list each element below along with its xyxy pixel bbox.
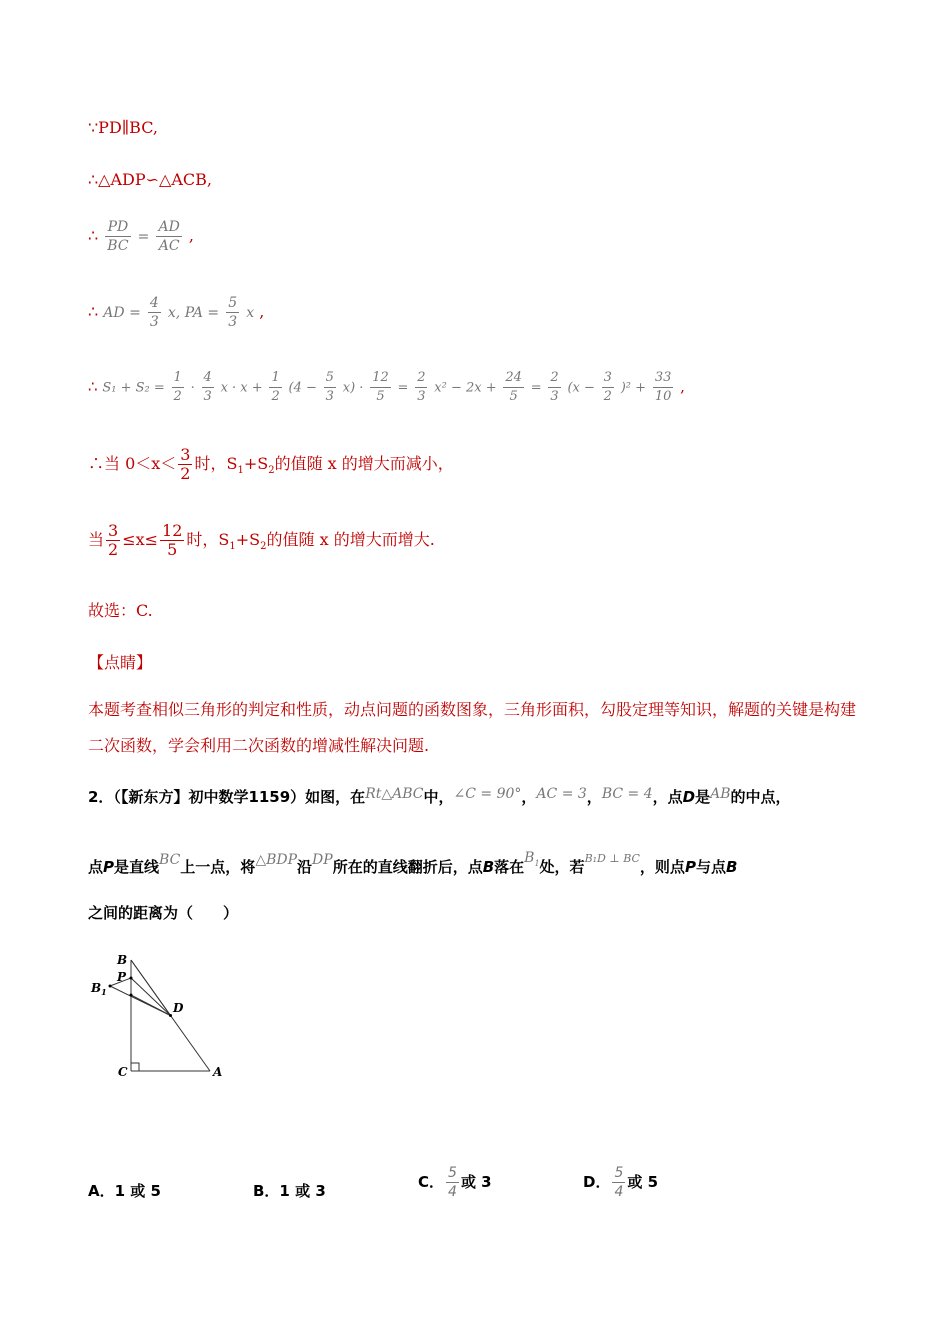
solution-line-6: ∴当 0＜x＜ $\frac{3}{2}$ 时，$S_1+S_2$的值随 x 的增大而减小， (88, 445, 454, 483)
triangle-figure (86, 948, 236, 1088)
solution-line-1: ∵PD∥BC, (88, 118, 158, 137)
answer-choice-line: 故选：C. (88, 601, 153, 620)
label-d: D (173, 1001, 184, 1015)
fraction-pd-bc: $\frac{PD}{BC}$ (107, 219, 129, 254)
segment-pd (131, 978, 171, 1016)
option-b[interactable]: B．1 或 3 (253, 1182, 326, 1200)
solution-line-2: ∴△ADP∽△ACB, (88, 170, 212, 189)
option-a[interactable]: A．1 或 5 (88, 1182, 161, 1200)
right-angle-mark (131, 1063, 139, 1071)
question-2-line-1: 2．（【新东方】初中数学1159）如图，在Rt△ABC中，∠C = 90°，AC = 3，BC = 4，点D是AB的中点， (88, 786, 791, 806)
solution-line-3: ∴ $\frac{PD}{BC}$ = $\frac{AD}{AC}$ , (88, 219, 194, 254)
point-d (169, 1014, 172, 1017)
label-a: A (213, 1065, 223, 1079)
label-b: B (117, 953, 128, 967)
label-b1: $B_1$ (91, 981, 107, 997)
solution-line-4: ∴ AD = $\frac{4}{3}$ x, PA = $\frac{5}{3}$ x , (88, 295, 265, 330)
dianjing-heading: 【点睛】 (88, 653, 153, 672)
solution-line-7: 当 $\frac{3}{2}$ ≤x≤ $\frac{12}{5}$ 时，$S_1+S_2$的值随 x 的增大而增大. (88, 521, 435, 559)
question-2-line-2: 点P是直线BC上一点，将△BDP沿DP所在的直线翻折后，点B落在$B_1$处，若$^{B_1D \perp BC}$，则点P与点B (88, 850, 738, 876)
question-2-line-3: 之间的距离为（ ） (88, 904, 239, 922)
point-p (130, 977, 133, 980)
option-c[interactable]: C． $\frac{5}{4}$ 或 3 (418, 1165, 492, 1200)
therefore-symbol: ∴ (88, 226, 99, 245)
point-foot (130, 994, 133, 997)
segment-bd (131, 960, 171, 1016)
point-b1 (109, 985, 112, 988)
label-c: C (118, 1065, 128, 1079)
summary-paragraph: 本题考查相似三角形的判定和性质，动点问题的函数图象，三角形面积，勾股定理等知识，解题的关键是构建二次函数，学会利用二次函数的增减性解决问题. (88, 700, 857, 755)
segment-perp (131, 995, 171, 1016)
label-p: P (117, 970, 127, 984)
solution-line-5: ∴ S₁ + S₂ = $\frac{1}{2}$ · $\frac{4}{3}$ x · x + $\frac{1}{2}$ (4 − $\frac{5}{3}$ x) · $\frac{12}{5}$ = $\frac{2}{3}$ x² − 2x + $\frac{24}{5}$ = $\frac{2}{3}$ (x − $\frac{3}{2}$ )² + $\frac{33}{10}$ , (88, 370, 685, 404)
option-d[interactable]: D． $\frac{5}{4}$ 或 5 (583, 1165, 659, 1200)
fraction-ad-ac: $\frac{AD}{AC}$ (158, 219, 180, 254)
